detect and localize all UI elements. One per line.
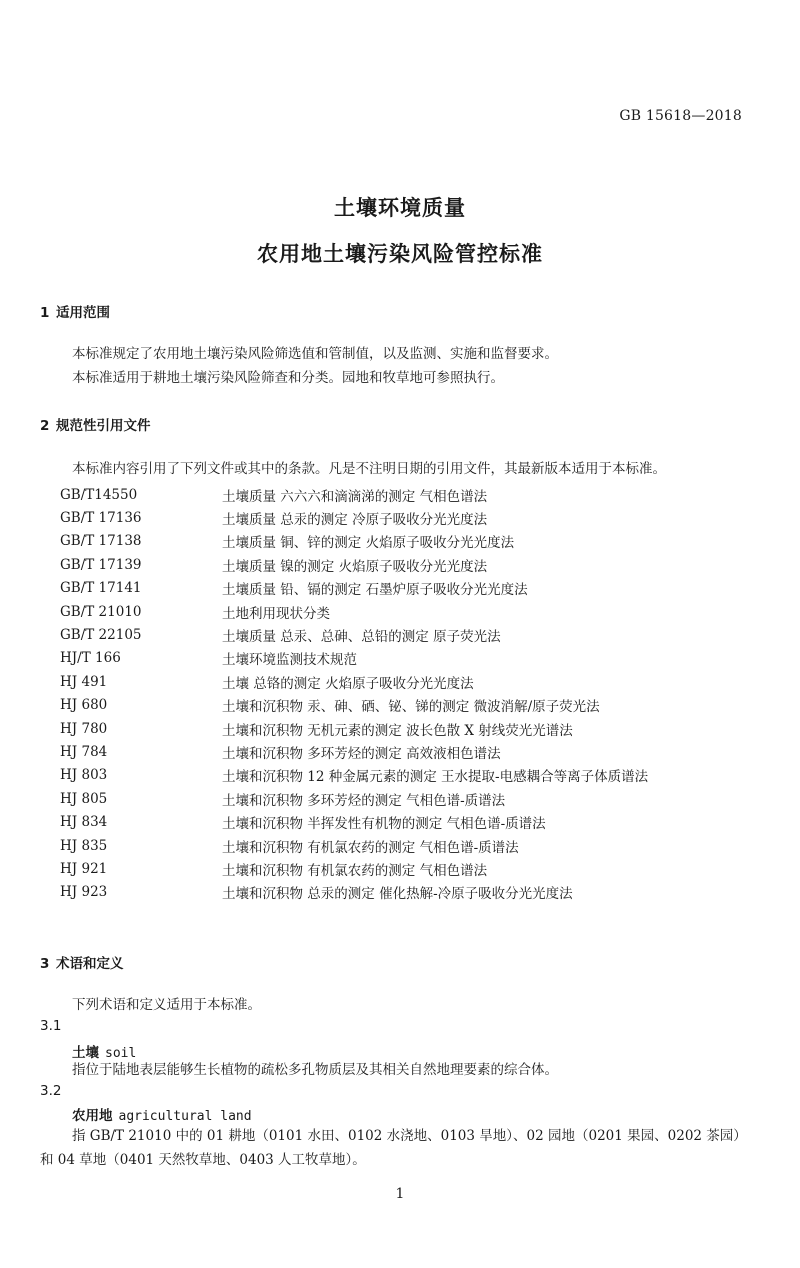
reference-code: GB/T 22105 — [60, 627, 142, 644]
reference-item — [60, 530, 648, 553]
reference-title: 土壤和沉积物 12 种金属元素的测定 王水提取-电感耦合等离子体质谱法 — [222, 769, 649, 786]
reference-code: GB/T 17138 — [60, 533, 142, 550]
reference-title: 土壤质量 总汞、总砷、总铅的测定 原子荧光法 — [222, 629, 501, 646]
reference-list — [60, 483, 648, 904]
reference-item — [60, 600, 648, 623]
reference-code: GB/T14550 — [60, 486, 138, 503]
reference-item — [60, 764, 648, 787]
reference-code: HJ 491 — [60, 673, 108, 690]
section-number: 2 — [40, 418, 50, 434]
reference-code: GB/T 17139 — [60, 556, 142, 573]
section-heading-terms — [40, 952, 124, 972]
reference-title: 土地利用现状分类 — [222, 605, 330, 622]
reference-item — [60, 694, 648, 717]
section-heading-scope — [40, 301, 110, 321]
term-english: agricultural land — [118, 1109, 252, 1124]
page-number: 1 — [395, 1186, 405, 1202]
scope-paragraph-1: 本标准规定了农用地土壤污染风险筛选值和管制值，以及监测、实施和监督要求。 — [72, 346, 558, 362]
term-definition: 指位于陆地表层能够生长植物的疏松多孔物质层及其相关自然地理要素的综合体。 — [72, 1062, 558, 1078]
term-heading — [72, 1104, 252, 1124]
reference-item — [60, 553, 648, 576]
terms-intro: 下列术语和定义适用于本标准。 — [72, 997, 261, 1013]
reference-title: 土壤和沉积物 无机元素的测定 波长色散 X 射线荧光光谱法 — [222, 722, 573, 739]
reference-code: HJ 780 — [60, 720, 108, 737]
section-title: 术语和定义 — [56, 956, 124, 972]
reference-item — [60, 881, 648, 904]
document-subtitle: 农用地土壤污染风险管控标准 — [257, 242, 543, 266]
term-definition: 指 GB/T 21010 中的 01 耕地（0101 水田、0102 水浇地、0103 旱地）、02 园地（0201 果园、0202 茶园）和 04 草地（0401 天然牧草地、0403 人工牧草地）。 — [40, 1128, 747, 1168]
reference-item — [60, 647, 648, 670]
reference-code: HJ 784 — [60, 743, 108, 760]
reference-code: GB/T 21010 — [60, 603, 142, 620]
reference-title: 土壤环境监测技术规范 — [222, 652, 357, 669]
reference-title: 土壤和沉积物 总汞的测定 催化热解-冷原子吸收分光光度法 — [222, 886, 573, 903]
reference-title: 土壤和沉积物 汞、砷、硒、铋、锑的测定 微波消解/原子荧光法 — [222, 699, 600, 716]
reference-title: 土壤和沉积物 多环芳烃的测定 气相色谱-质谱法 — [222, 792, 506, 809]
section-number: 3 — [40, 956, 50, 972]
reference-item — [60, 740, 648, 763]
reference-item — [60, 834, 648, 857]
references-intro: 本标准内容引用了下列文件或其中的条款。凡是不注明日期的引用文件，其最新版本适用于本标准。 — [72, 461, 666, 477]
reference-item — [60, 506, 648, 529]
reference-title: 土壤质量 总汞的测定 冷原子吸收分光光度法 — [222, 512, 488, 529]
reference-code: HJ/T 166 — [60, 650, 121, 667]
reference-item — [60, 717, 648, 740]
reference-item — [60, 787, 648, 810]
scope-paragraph-2: 本标准适用于耕地土壤污染风险筛查和分类。园地和牧草地可参照执行。 — [72, 370, 504, 386]
reference-code: HJ 680 — [60, 697, 108, 714]
reference-item — [60, 623, 648, 646]
reference-item — [60, 810, 648, 833]
reference-title: 土壤和沉积物 半挥发性有机物的测定 气相色谱-质谱法 — [222, 816, 546, 833]
reference-title: 土壤和沉积物 多环芳烃的测定 高效液相色谱法 — [222, 745, 501, 762]
reference-code: GB/T 17141 — [60, 580, 142, 597]
reference-item — [60, 577, 648, 600]
reference-code: GB/T 17136 — [60, 510, 142, 527]
reference-item — [60, 483, 648, 506]
reference-title: 土壤质量 镍的测定 火焰原子吸收分光光度法 — [222, 558, 488, 575]
reference-code: HJ 835 — [60, 837, 108, 854]
reference-title: 土壤质量 铜、锌的测定 火焰原子吸收分光光度法 — [222, 535, 515, 552]
standard-number: GB 15618—2018 — [619, 108, 742, 124]
term-number: 3.1 — [40, 1018, 62, 1034]
reference-code: HJ 923 — [60, 884, 108, 901]
reference-code: HJ 834 — [60, 814, 108, 831]
reference-title: 土壤 总铬的测定 火焰原子吸收分光光度法 — [222, 675, 474, 692]
term-chinese: 土壤 — [72, 1045, 99, 1061]
reference-title: 土壤和沉积物 有机氯农药的测定 气相色谱法 — [222, 862, 488, 879]
reference-title: 土壤质量 六六六和滴滴涕的测定 气相色谱法 — [222, 488, 488, 505]
reference-code: HJ 803 — [60, 767, 108, 784]
term-heading — [72, 1041, 136, 1061]
section-heading-references — [40, 414, 151, 434]
term-number: 3.2 — [40, 1083, 62, 1099]
term-chinese: 农用地 — [72, 1108, 113, 1124]
reference-code: HJ 921 — [60, 860, 108, 877]
section-number: 1 — [40, 305, 50, 321]
reference-title: 土壤质量 铅、镉的测定 石墨炉原子吸收分光光度法 — [222, 582, 528, 599]
reference-item — [60, 857, 648, 880]
term-english: soil — [105, 1046, 137, 1061]
section-title: 适用范围 — [56, 305, 110, 321]
document-title: 土壤环境质量 — [334, 196, 466, 220]
reference-item — [60, 670, 648, 693]
reference-title: 土壤和沉积物 有机氯农药的测定 气相色谱-质谱法 — [222, 839, 519, 856]
section-title: 规范性引用文件 — [56, 418, 151, 434]
reference-code: HJ 805 — [60, 790, 108, 807]
